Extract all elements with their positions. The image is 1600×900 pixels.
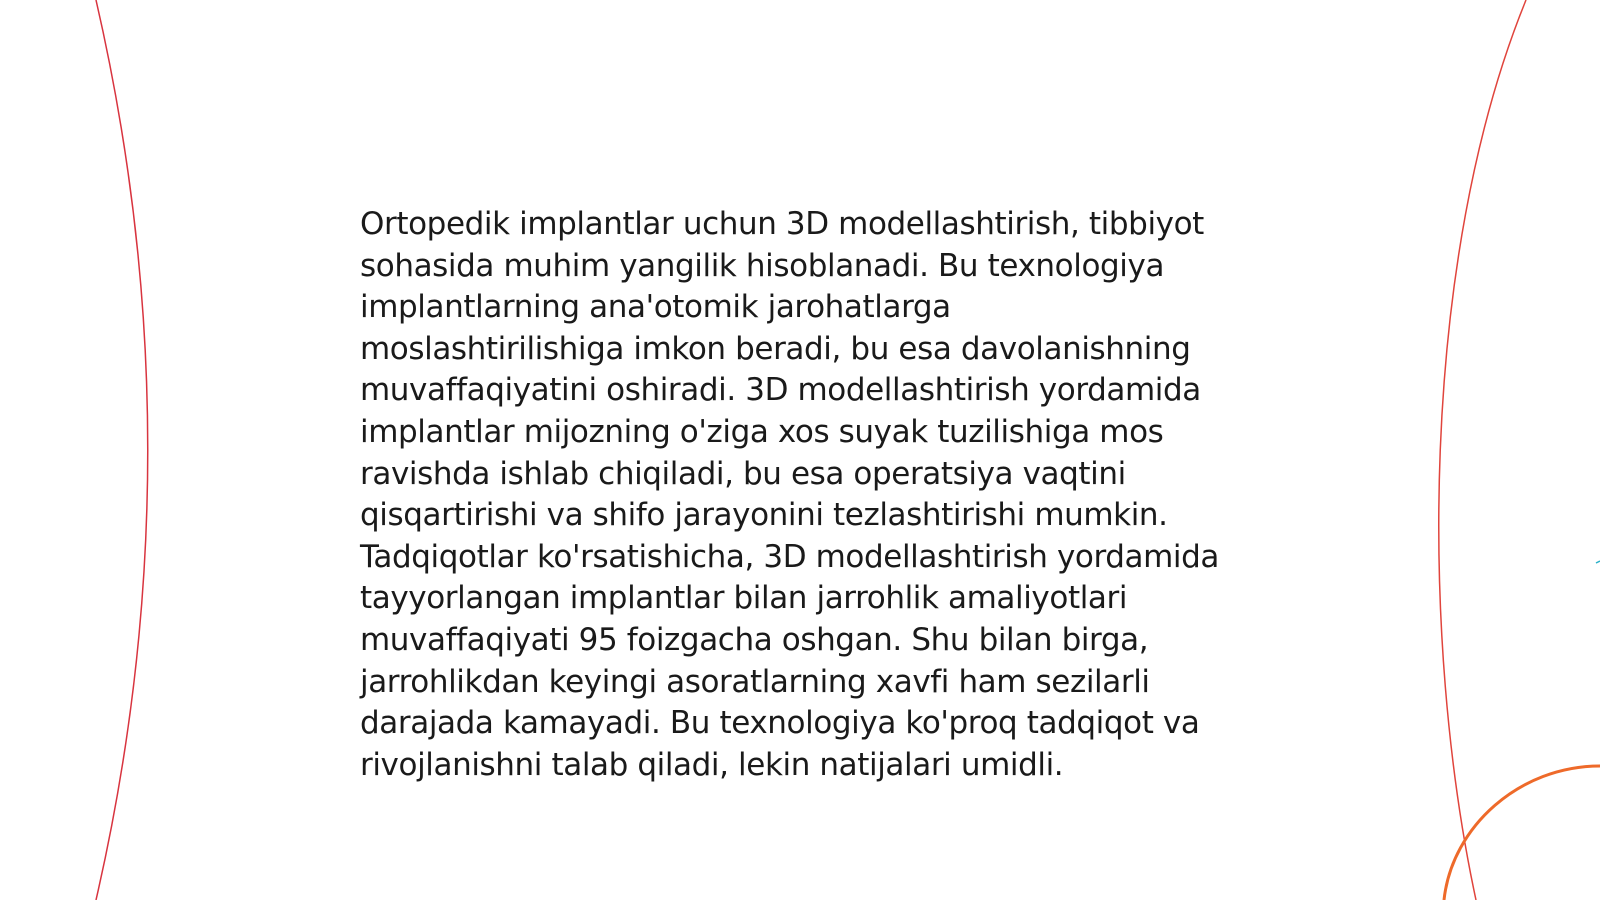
body-paragraph: Ortopedik implantlar uchun 3D modellashtirish, tibbiyot sohasida muhim yangilik hisoblanadi. Bu texnologiya implantlarning ana'otomik jarohatlarga moslashtirilishiga imkon beradi, bu esa davolanishning muvaffaqiyatini oshiradi. 3D modellashtirish yordamida implantlar mijozning o'ziga xos suyak tuzilishiga mos ravishda ishlab chiqiladi, bu esa operatsiya vaqtini qisqartirishi va shifo jarayonini tezlashtirishi mumkin. Tadqiqotlar ko'rsatishicha, 3D modellashtirish yordamida tayyorlangan implantlar bilan jarrohlik amaliyotlari muvaffaqiyati 95 foizgacha oshgan. Shu bilan birga, jarrohlikdan keyingi asoratlarning xavfi ham sezilarli darajada kamayadi. Bu texnologiya ko'proq tadqiqot va rivojlanishni talab qiladi, lekin natijalari umidli.	[360, 206, 1220, 783]
teal-mark	[1596, 561, 1600, 563]
right-curve	[1439, 0, 1526, 900]
left-curve	[96, 0, 148, 900]
orange-arc	[1444, 766, 1600, 900]
